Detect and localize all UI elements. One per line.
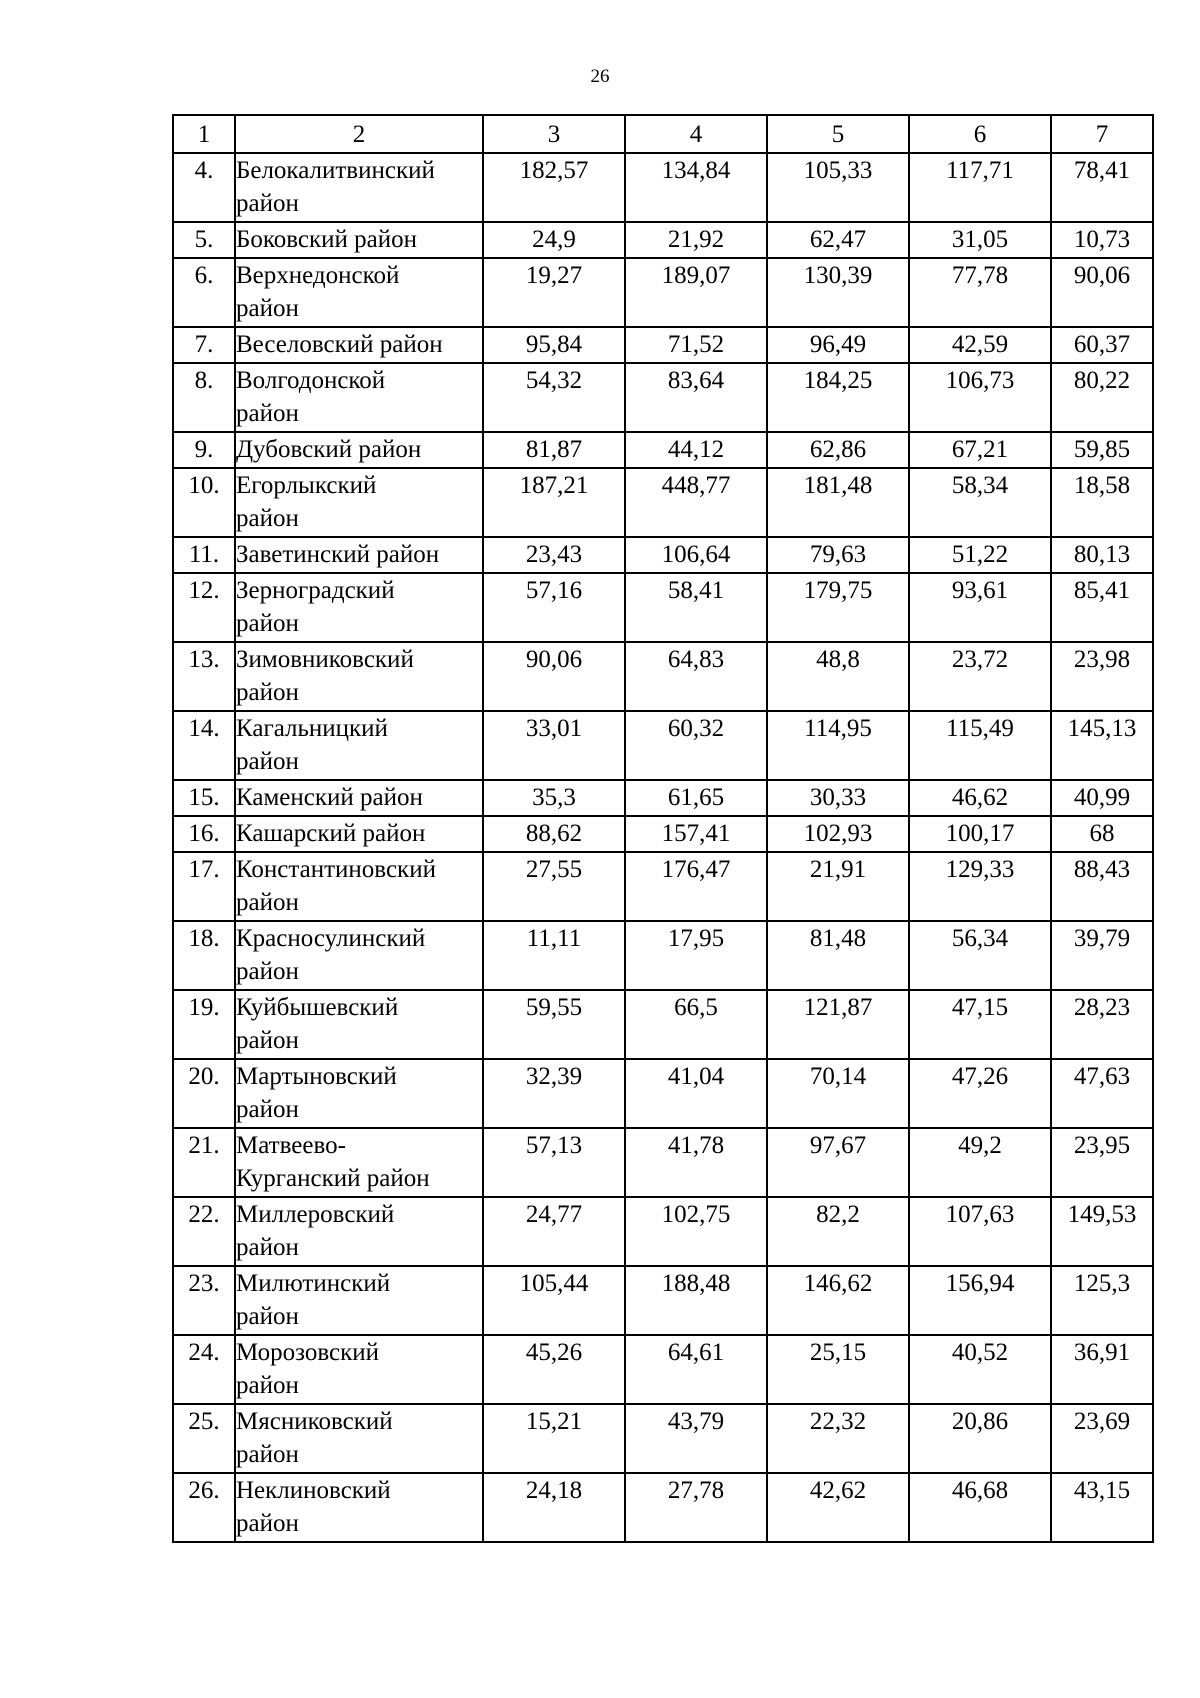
district-name-line: Заветинский район — [236, 541, 440, 568]
value-cell: 95,84 — [483, 327, 625, 363]
district-name — [235, 222, 483, 258]
value-cell: 121,87 — [767, 990, 909, 1059]
district-name — [235, 1335, 483, 1404]
row-number: 10. — [173, 468, 235, 537]
value-cell: 61,65 — [625, 780, 767, 816]
district-name-line: Кашарский район — [236, 820, 426, 847]
value-cell: 27,55 — [483, 852, 625, 921]
value-cell: 28,23 — [1051, 990, 1153, 1059]
value-cell: 23,72 — [909, 642, 1051, 711]
district-name — [235, 852, 483, 921]
row-number: 22. — [173, 1197, 235, 1266]
district-name — [235, 1404, 483, 1473]
row-number: 20. — [173, 1059, 235, 1128]
district-name — [235, 1128, 483, 1197]
column-header: 3 — [483, 115, 625, 153]
district-name-line: район — [236, 1096, 299, 1123]
value-cell: 90,06 — [483, 642, 625, 711]
district-name — [235, 780, 483, 816]
value-cell: 156,94 — [909, 1266, 1051, 1335]
value-cell: 22,32 — [767, 1404, 909, 1473]
table-row — [173, 1197, 1153, 1266]
district-name-line: Егорлыкский — [236, 472, 377, 499]
district-name-line: район — [236, 1027, 299, 1054]
row-number: 9. — [173, 432, 235, 468]
table-row — [173, 327, 1153, 363]
value-cell: 43,79 — [625, 1404, 767, 1473]
column-header: 7 — [1051, 115, 1153, 153]
district-name-line: Мясниковский — [236, 1408, 393, 1435]
value-cell: 31,05 — [909, 222, 1051, 258]
value-cell: 47,15 — [909, 990, 1051, 1059]
value-cell: 15,21 — [483, 1404, 625, 1473]
value-cell: 82,2 — [767, 1197, 909, 1266]
value-cell: 17,95 — [625, 921, 767, 990]
value-cell: 64,61 — [625, 1335, 767, 1404]
value-cell: 90,06 — [1051, 258, 1153, 327]
value-cell: 24,77 — [483, 1197, 625, 1266]
value-cell: 51,22 — [909, 537, 1051, 573]
district-name-line: Верхнедонской — [236, 262, 400, 289]
district-name-line: район — [236, 1303, 299, 1330]
row-number: 24. — [173, 1335, 235, 1404]
value-cell: 71,52 — [625, 327, 767, 363]
value-cell: 39,79 — [1051, 921, 1153, 990]
value-cell: 62,86 — [767, 432, 909, 468]
value-cell: 42,59 — [909, 327, 1051, 363]
value-cell: 102,75 — [625, 1197, 767, 1266]
table-header-row — [173, 115, 1153, 153]
table-row — [173, 258, 1153, 327]
value-cell: 145,13 — [1051, 711, 1153, 780]
district-name — [235, 990, 483, 1059]
value-cell: 79,63 — [767, 537, 909, 573]
table-row — [173, 816, 1153, 852]
district-name — [235, 327, 483, 363]
value-cell: 88,43 — [1051, 852, 1153, 921]
value-cell: 41,04 — [625, 1059, 767, 1128]
row-number: 7. — [173, 327, 235, 363]
district-name-line: Курганский район — [236, 1165, 430, 1192]
row-number: 15. — [173, 780, 235, 816]
district-name-line: район — [236, 400, 299, 427]
value-cell: 57,16 — [483, 573, 625, 642]
value-cell: 20,86 — [909, 1404, 1051, 1473]
row-number: 25. — [173, 1404, 235, 1473]
value-cell: 149,53 — [1051, 1197, 1153, 1266]
table-row — [173, 1128, 1153, 1197]
table-row — [173, 1404, 1153, 1473]
table-row — [173, 363, 1153, 432]
value-cell: 146,62 — [767, 1266, 909, 1335]
value-cell: 100,17 — [909, 816, 1051, 852]
value-cell: 23,69 — [1051, 1404, 1153, 1473]
district-name-line: Куйбышевский — [236, 994, 399, 1021]
district-name — [235, 921, 483, 990]
value-cell: 30,33 — [767, 780, 909, 816]
value-cell: 23,43 — [483, 537, 625, 573]
row-number: 8. — [173, 363, 235, 432]
value-cell: 179,75 — [767, 573, 909, 642]
value-cell: 47,26 — [909, 1059, 1051, 1128]
value-cell: 40,52 — [909, 1335, 1051, 1404]
table-row — [173, 1266, 1153, 1335]
value-cell: 60,32 — [625, 711, 767, 780]
district-name — [235, 1266, 483, 1335]
table-row — [173, 921, 1153, 990]
value-cell: 23,95 — [1051, 1128, 1153, 1197]
column-header: 4 — [625, 115, 767, 153]
value-cell: 46,68 — [909, 1473, 1051, 1542]
district-name — [235, 1473, 483, 1542]
value-cell: 448,77 — [625, 468, 767, 537]
value-cell: 68 — [1051, 816, 1153, 852]
district-name — [235, 537, 483, 573]
row-number: 26. — [173, 1473, 235, 1542]
district-name — [235, 153, 483, 222]
value-cell: 83,64 — [625, 363, 767, 432]
value-cell: 44,12 — [625, 432, 767, 468]
row-number: 17. — [173, 852, 235, 921]
value-cell: 107,63 — [909, 1197, 1051, 1266]
district-name — [235, 258, 483, 327]
value-cell: 80,13 — [1051, 537, 1153, 573]
district-name — [235, 642, 483, 711]
value-cell: 58,41 — [625, 573, 767, 642]
value-cell: 36,91 — [1051, 1335, 1153, 1404]
value-cell: 125,3 — [1051, 1266, 1153, 1335]
row-number: 16. — [173, 816, 235, 852]
row-number: 12. — [173, 573, 235, 642]
value-cell: 114,95 — [767, 711, 909, 780]
district-name-line: Неклиновский — [236, 1477, 391, 1504]
value-cell: 27,78 — [625, 1473, 767, 1542]
district-name-line: Белокалитвинский — [236, 157, 435, 184]
district-name — [235, 816, 483, 852]
value-cell: 25,15 — [767, 1335, 909, 1404]
district-name-line: Каменский район — [236, 784, 423, 811]
value-cell: 64,83 — [625, 642, 767, 711]
value-cell: 105,44 — [483, 1266, 625, 1335]
value-cell: 49,2 — [909, 1128, 1051, 1197]
value-cell: 11,11 — [483, 921, 625, 990]
column-header: 5 — [767, 115, 909, 153]
value-cell: 80,22 — [1051, 363, 1153, 432]
row-number: 4. — [173, 153, 235, 222]
value-cell: 117,71 — [909, 153, 1051, 222]
row-number: 11. — [173, 537, 235, 573]
table-row — [173, 432, 1153, 468]
value-cell: 33,01 — [483, 711, 625, 780]
row-number: 13. — [173, 642, 235, 711]
page-number: 26 — [590, 66, 610, 87]
value-cell: 115,49 — [909, 711, 1051, 780]
value-cell: 106,64 — [625, 537, 767, 573]
district-name — [235, 432, 483, 468]
district-name-line: Миллеровский — [236, 1201, 395, 1228]
value-cell: 21,91 — [767, 852, 909, 921]
row-number: 19. — [173, 990, 235, 1059]
value-cell: 81,48 — [767, 921, 909, 990]
value-cell: 62,47 — [767, 222, 909, 258]
value-cell: 85,41 — [1051, 573, 1153, 642]
value-cell: 189,07 — [625, 258, 767, 327]
table-row — [173, 153, 1153, 222]
value-cell: 181,48 — [767, 468, 909, 537]
table-body — [173, 115, 1153, 1542]
district-name — [235, 363, 483, 432]
table-row — [173, 1335, 1153, 1404]
district-name-line: Кагальницкий — [236, 715, 388, 742]
district-name-line: район — [236, 1372, 299, 1399]
value-cell: 46,62 — [909, 780, 1051, 816]
district-name-line: район — [236, 610, 299, 637]
column-header: 6 — [909, 115, 1051, 153]
value-cell: 24,9 — [483, 222, 625, 258]
district-name — [235, 1197, 483, 1266]
district-name-line: Зимовниковский — [236, 646, 414, 673]
district-name-line: Зерноградский — [236, 577, 395, 604]
value-cell: 40,99 — [1051, 780, 1153, 816]
value-cell: 32,39 — [483, 1059, 625, 1128]
row-number: 21. — [173, 1128, 235, 1197]
district-name-line: район — [236, 1510, 299, 1537]
district-name — [235, 711, 483, 780]
district-name-line: Веселовский район — [236, 331, 443, 358]
district-name-line: Волгодонской — [236, 367, 386, 394]
value-cell: 45,26 — [483, 1335, 625, 1404]
table-row — [173, 537, 1153, 573]
district-name-line: район — [236, 1441, 299, 1468]
row-number: 14. — [173, 711, 235, 780]
district-data-table — [172, 114, 1154, 1543]
district-name-line: Дубовский район — [236, 436, 422, 463]
value-cell: 96,49 — [767, 327, 909, 363]
column-header: 1 — [173, 115, 235, 153]
district-name-line: Мартыновский — [236, 1063, 397, 1090]
value-cell: 187,21 — [483, 468, 625, 537]
value-cell: 24,18 — [483, 1473, 625, 1542]
value-cell: 134,84 — [625, 153, 767, 222]
value-cell: 106,73 — [909, 363, 1051, 432]
table-row — [173, 711, 1153, 780]
value-cell: 182,57 — [483, 153, 625, 222]
value-cell: 130,39 — [767, 258, 909, 327]
value-cell: 42,62 — [767, 1473, 909, 1542]
value-cell: 157,41 — [625, 816, 767, 852]
value-cell: 21,92 — [625, 222, 767, 258]
table-row — [173, 642, 1153, 711]
value-cell: 48,8 — [767, 642, 909, 711]
value-cell: 47,63 — [1051, 1059, 1153, 1128]
value-cell: 93,61 — [909, 573, 1051, 642]
value-cell: 88,62 — [483, 816, 625, 852]
district-name-line: район — [236, 295, 299, 322]
district-name-line: Матвеево- — [236, 1132, 346, 1159]
value-cell: 176,47 — [625, 852, 767, 921]
value-cell: 129,33 — [909, 852, 1051, 921]
value-cell: 184,25 — [767, 363, 909, 432]
value-cell: 60,37 — [1051, 327, 1153, 363]
value-cell: 77,78 — [909, 258, 1051, 327]
table-row — [173, 852, 1153, 921]
value-cell: 102,93 — [767, 816, 909, 852]
district-name-line: Боковский район — [236, 226, 417, 253]
value-cell: 70,14 — [767, 1059, 909, 1128]
value-cell: 66,5 — [625, 990, 767, 1059]
table-row — [173, 573, 1153, 642]
district-name-line: Милютинский — [236, 1270, 391, 1297]
value-cell: 78,41 — [1051, 153, 1153, 222]
table-row — [173, 1059, 1153, 1128]
table-row — [173, 222, 1153, 258]
district-name-line: район — [236, 1234, 299, 1261]
district-name — [235, 1059, 483, 1128]
row-number: 18. — [173, 921, 235, 990]
value-cell: 59,85 — [1051, 432, 1153, 468]
table-row — [173, 780, 1153, 816]
district-name — [235, 573, 483, 642]
value-cell: 43,15 — [1051, 1473, 1153, 1542]
district-name-line: район — [236, 958, 299, 985]
value-cell: 19,27 — [483, 258, 625, 327]
district-name — [235, 468, 483, 537]
table-row — [173, 468, 1153, 537]
value-cell: 67,21 — [909, 432, 1051, 468]
value-cell: 54,32 — [483, 363, 625, 432]
value-cell: 41,78 — [625, 1128, 767, 1197]
row-number: 23. — [173, 1266, 235, 1335]
district-name-line: Константиновский — [236, 856, 436, 883]
district-name-line: район — [236, 748, 299, 775]
table-row — [173, 1473, 1153, 1542]
row-number: 6. — [173, 258, 235, 327]
district-name-line: район — [236, 679, 299, 706]
value-cell: 56,34 — [909, 921, 1051, 990]
row-number: 5. — [173, 222, 235, 258]
value-cell: 35,3 — [483, 780, 625, 816]
value-cell: 105,33 — [767, 153, 909, 222]
district-name-line: район — [236, 889, 299, 916]
column-header: 2 — [235, 115, 483, 153]
table-row — [173, 990, 1153, 1059]
value-cell: 57,13 — [483, 1128, 625, 1197]
district-name-line: район — [236, 505, 299, 532]
value-cell: 97,67 — [767, 1128, 909, 1197]
district-name-line: Морозовский — [236, 1339, 379, 1366]
value-cell: 81,87 — [483, 432, 625, 468]
district-name-line: Красносулинский — [236, 925, 426, 952]
district-name-line: район — [236, 190, 299, 217]
value-cell: 10,73 — [1051, 222, 1153, 258]
value-cell: 58,34 — [909, 468, 1051, 537]
value-cell: 18,58 — [1051, 468, 1153, 537]
value-cell: 59,55 — [483, 990, 625, 1059]
value-cell: 23,98 — [1051, 642, 1153, 711]
value-cell: 188,48 — [625, 1266, 767, 1335]
